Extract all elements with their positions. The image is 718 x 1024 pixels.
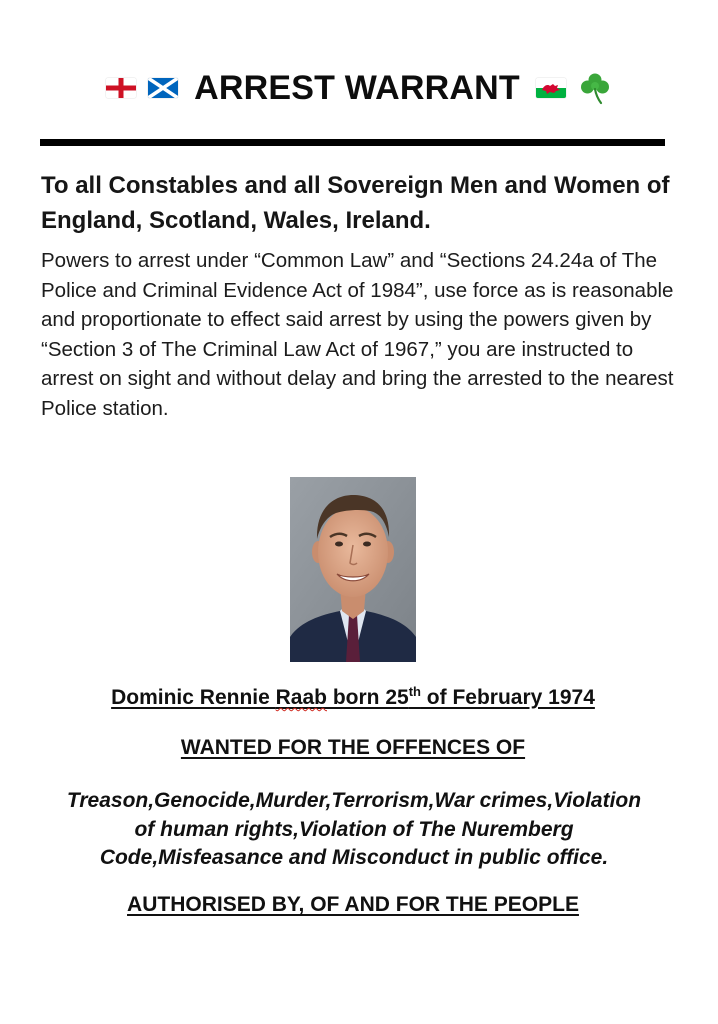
powers-paragraph: Powers to arrest under “Common Law” and “Sections 24.24a of The Police and Criminal Evidence Act of 1984”, use force as is reasonable and proportionate to effect said arrest by using the powers given by “Section 3 of The Criminal Law Act of 1967,” you are instructed to arrest on sight and without delay and bring the arrested to the nearest Police station. <box>41 249 674 420</box>
birth-prefix: born 25 <box>327 686 409 709</box>
subject-first-names: Dominic Rennie <box>111 686 276 709</box>
offences-list <box>0 787 713 873</box>
scotland-flag-icon <box>148 78 178 98</box>
subject-surname: Raab <box>275 686 327 709</box>
wanted-heading: WANTED FOR THE OFFENCES OF <box>180 736 526 759</box>
subject-photo <box>290 477 416 662</box>
offences-line-1: Treason,Genocide,Murder,Terrorism,War crimes,Violation <box>66 789 642 812</box>
page-title: ARREST WARRANT <box>194 68 520 107</box>
subject-name-line <box>0 686 712 710</box>
offences-line-2: of human rights,Violation of The Nuremberg <box>134 817 574 841</box>
wales-flag-icon <box>536 78 566 98</box>
authorised-line: AUTHORISED BY, OF AND FOR THE PEOPLE <box>127 893 579 916</box>
address-heading: To all Constables and all Sovereign Men and Women of England, Scotland, Wales, Ireland. <box>41 172 670 234</box>
title-row <box>0 66 718 110</box>
shamrock-icon <box>578 71 612 105</box>
england-flag-icon <box>106 78 136 98</box>
offences-line-3: Code,Misfeasance and Misconduct in public office. <box>99 846 609 869</box>
birth-ordinal: th <box>408 684 421 699</box>
birth-rest: of February 1974 <box>420 686 595 709</box>
title-divider <box>40 139 665 146</box>
